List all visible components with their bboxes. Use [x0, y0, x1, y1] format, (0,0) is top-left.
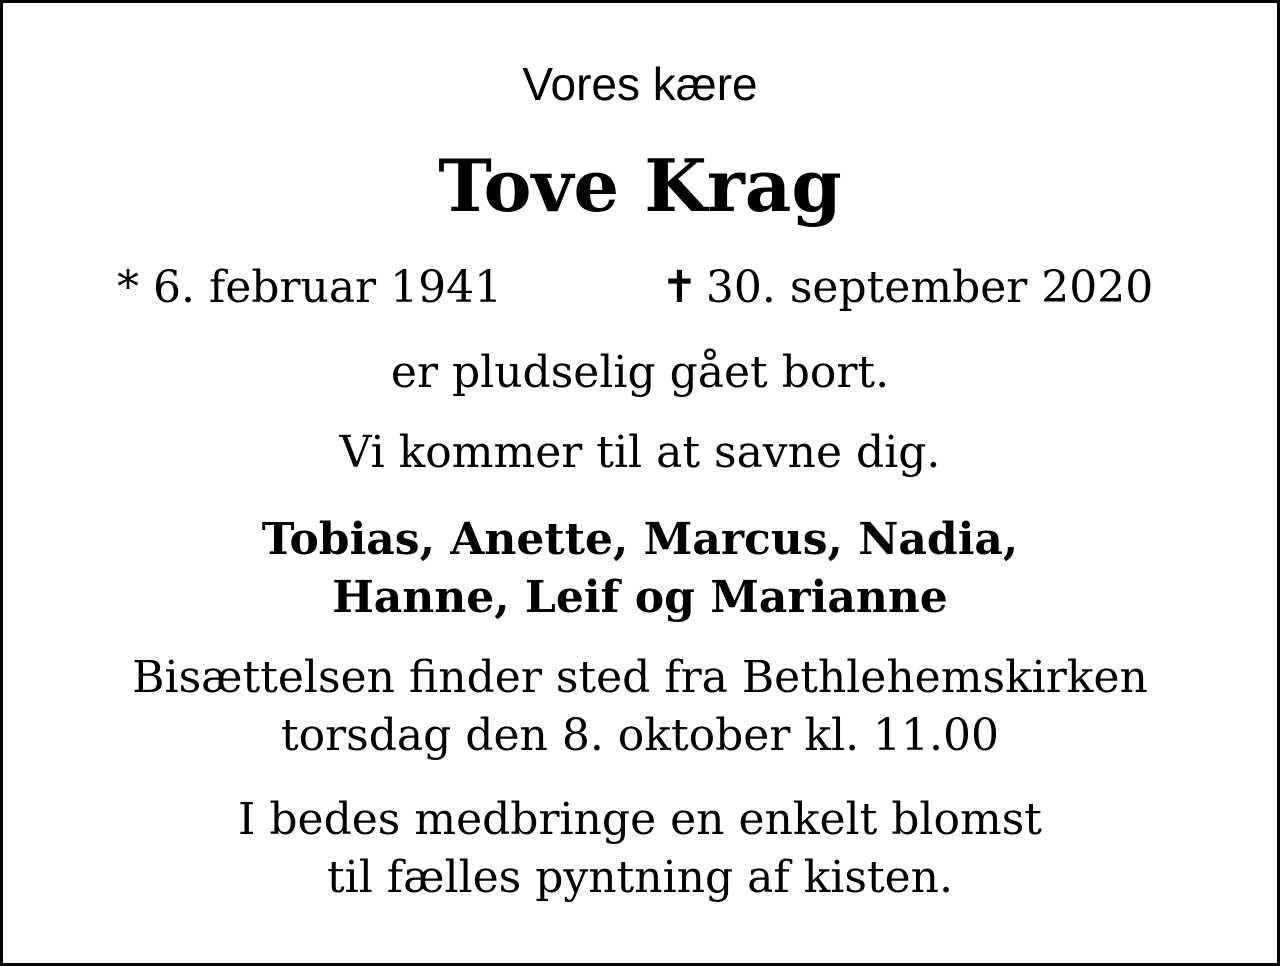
deceased-name: Tove Krag	[438, 143, 842, 228]
death-date-group	[661, 257, 1153, 319]
flower-request	[3, 791, 1277, 907]
passing-message: er pludselig gået bort.	[390, 347, 890, 398]
funeral-line-1: Bisættelsen finder sted fra Bethlehemskirken	[132, 652, 1148, 703]
funeral-info	[3, 649, 1277, 765]
family-names	[3, 511, 1277, 627]
birth-date-group	[117, 257, 502, 319]
family-line-2: Hanne, Leif og Marianne	[332, 572, 948, 623]
remembrance-message: Vi kommer til at savne dig.	[339, 427, 941, 478]
funeral-line-2: torsdag den 8. oktober kl. 11.00	[280, 710, 1000, 761]
flowers-line-2: til fælles pyntning af kisten.	[326, 852, 953, 903]
cross-icon: ✝	[661, 262, 698, 313]
birth-marker-icon: *	[117, 262, 139, 313]
death-date: 30. september 2020	[705, 262, 1154, 313]
intro-text: Vores kære	[522, 58, 758, 110]
birth-date: 6. februar 1941	[153, 262, 503, 313]
family-line-1: Tobias, Anette, Marcus, Nadia,	[261, 514, 1019, 565]
flowers-line-1: I bedes medbringe en enkelt blomst	[238, 794, 1042, 845]
life-dates	[3, 257, 1277, 319]
